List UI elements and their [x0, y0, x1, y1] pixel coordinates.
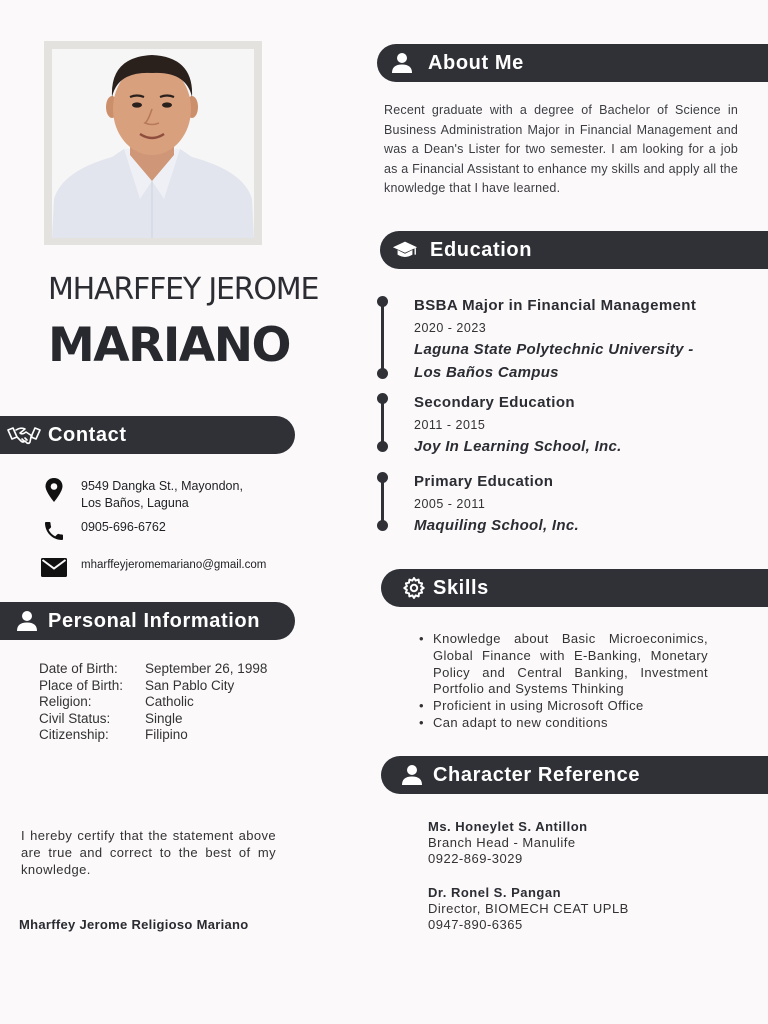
education-years: 2020 - 2023 — [414, 321, 487, 335]
pinfo-row-civil-status — [39, 711, 267, 728]
about-text: Recent graduate with a degree of Bachelor of Science in Business Administration Major in Financial Management and was a Dean's Lister for two semester. I am looking for a job as a Financial Assistant to enhance my skills and apply all the knowledge that I have learned. — [384, 103, 738, 195]
reference-name: Ms. Honeylet S. Antillon — [428, 819, 588, 834]
education-item — [414, 296, 724, 384]
pinfo-row-religion — [39, 694, 267, 711]
reference-phone: 0947-890-6365 — [428, 917, 523, 932]
pinfo-label: Citizenship: — [39, 727, 109, 742]
pinfo-row-citizenship — [39, 727, 267, 744]
education-title: BSBA Major in Financial Management — [414, 297, 697, 314]
signature-name: Mharffey Jerome Religioso Mariano — [19, 917, 249, 932]
graduation-cap-icon — [392, 237, 418, 263]
map-pin-icon — [38, 478, 70, 502]
reference-phone: 0922-869-3029 — [428, 851, 523, 866]
gear-icon — [401, 575, 427, 601]
contact-email — [38, 557, 266, 577]
education-years: 2005 - 2011 — [414, 497, 486, 511]
skills-header — [381, 569, 768, 607]
timeline-dot — [377, 393, 388, 404]
contact-address — [38, 478, 243, 512]
education-title: Primary Education — [414, 473, 554, 490]
personal-info-heading: Personal Information — [48, 609, 261, 632]
education-item — [414, 472, 754, 537]
education-years: 2011 - 2015 — [414, 418, 486, 432]
profile-photo — [52, 49, 254, 238]
email-address: mharffeyjeromemariano@gmail.com — [81, 559, 267, 571]
reference-position: Branch Head - Manulife — [428, 835, 576, 850]
reference-position: Director, BIOMECH CEAT UPLB — [428, 901, 629, 916]
reference-item — [428, 885, 629, 933]
about-heading: About Me — [428, 51, 524, 74]
skill-item: • Knowledge about Basic Microeconimics, Global Finance with E-Banking, Monetary Policy and Central Banking, Investment Portfolio and Systems Thinking — [416, 631, 708, 698]
user-icon — [399, 762, 425, 788]
pinfo-value: Catholic — [145, 694, 194, 709]
pinfo-row-dob — [39, 661, 267, 678]
reference-heading: Character Reference — [433, 763, 641, 786]
user-icon — [14, 608, 40, 634]
education-school: Maquiling School, Inc. — [414, 517, 579, 534]
reference-name: Dr. Ronel S. Pangan — [428, 885, 562, 900]
reference-header — [381, 756, 768, 794]
pinfo-value: September 26, 1998 — [145, 661, 268, 676]
address-line-1: 9549 Dangka St., Mayondon, — [81, 479, 243, 493]
timeline-line — [381, 477, 384, 525]
reference-item — [428, 819, 588, 867]
personal-info-list — [39, 661, 267, 744]
phone-icon — [38, 519, 70, 543]
timeline-dot — [377, 472, 388, 483]
skills-heading: Skills — [433, 576, 489, 599]
phone-number: 0905-696-6762 — [81, 520, 166, 534]
education-header — [380, 231, 768, 269]
timeline-dot — [377, 296, 388, 307]
education-heading: Education — [430, 238, 533, 261]
skill-item: • Can adapt to new conditions — [416, 715, 708, 732]
last-name: MARIANO — [48, 318, 290, 373]
first-name: MHARFFEY JEROME — [48, 272, 319, 307]
address-line-2: Los Baños, Laguna — [81, 496, 189, 510]
skill-item: • Proficient in using Microsoft Office — [416, 698, 708, 715]
timeline-dot — [377, 520, 388, 531]
timeline-line — [381, 301, 384, 373]
certification-statement: I hereby certify that the statement above are true and correct to the best of my knowledge. — [21, 828, 276, 877]
pinfo-label: Date of Birth: — [39, 661, 118, 676]
education-school: Laguna State Polytechnic University - Los Baños Campus — [414, 341, 694, 381]
profile-photo-frame — [44, 41, 262, 245]
user-icon — [389, 50, 415, 76]
timeline-dot — [377, 368, 388, 379]
pinfo-row-pob — [39, 678, 267, 695]
pinfo-label: Religion: — [39, 694, 92, 709]
timeline-line — [381, 398, 384, 446]
skills-list — [416, 631, 708, 732]
timeline-dot — [377, 441, 388, 452]
education-item — [414, 393, 754, 458]
personal-info-header — [0, 602, 295, 640]
pinfo-value: Filipino — [145, 727, 188, 742]
education-title: Secondary Education — [414, 394, 575, 411]
handshake-icon — [6, 422, 42, 448]
contact-header — [0, 416, 295, 454]
education-school: Joy In Learning School, Inc. — [414, 438, 622, 455]
contact-phone — [38, 519, 166, 543]
pinfo-label: Place of Birth: — [39, 677, 124, 693]
pinfo-label: Civil Status: — [39, 710, 111, 726]
contact-heading: Contact — [48, 423, 127, 446]
about-header — [377, 44, 768, 82]
envelope-icon — [38, 557, 70, 577]
pinfo-value: San Pablo City — [145, 677, 235, 693]
pinfo-value: Single — [145, 710, 183, 726]
